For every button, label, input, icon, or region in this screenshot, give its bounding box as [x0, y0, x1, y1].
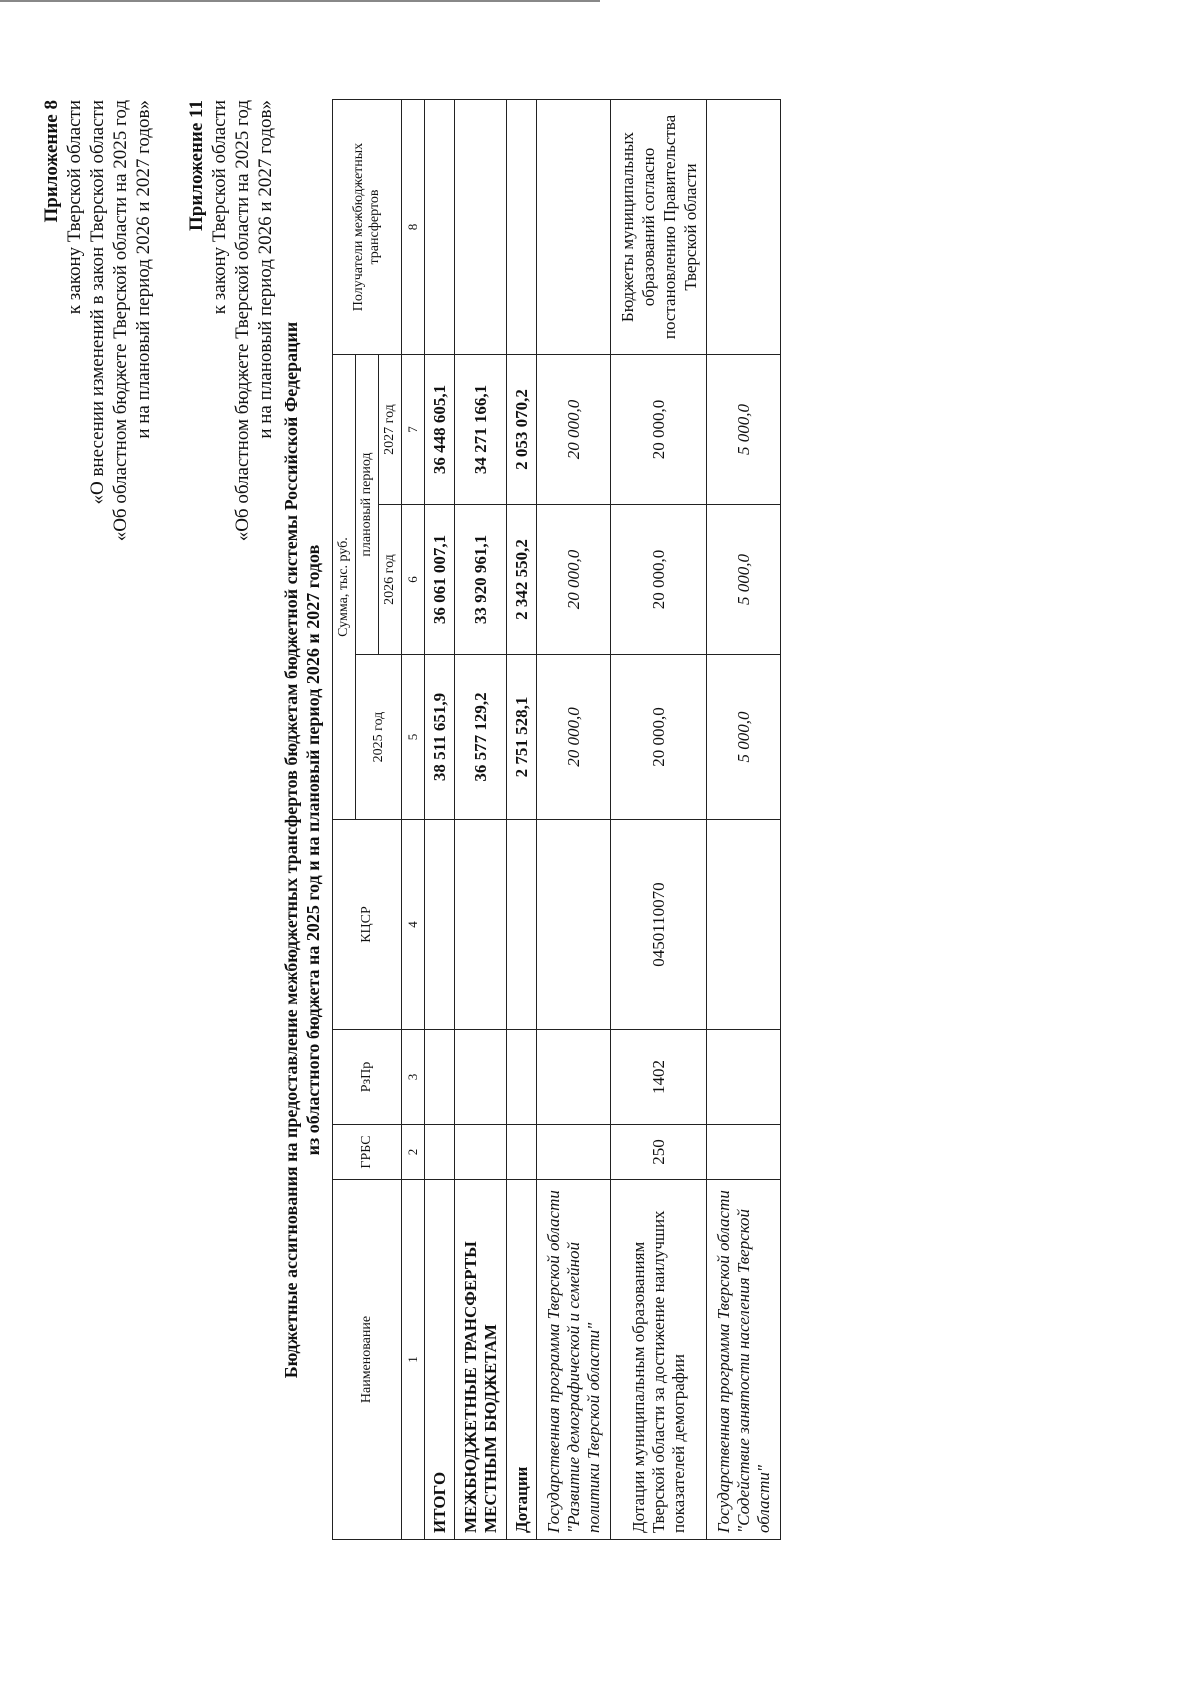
annex-8-title: Приложение 8 — [41, 100, 62, 223]
annex-8-header — [40, 100, 155, 541]
row-value-2027: 34 271 166,1 — [455, 355, 507, 505]
row-name: Государственная программа Тверской области "Развитие демографической и семейной политики Тверской области" — [537, 1180, 611, 1540]
header-sum: Сумма, тыс. руб. — [333, 355, 356, 820]
row-value-2027: 2 053 070,2 — [507, 355, 537, 505]
row-rzpr — [707, 1030, 781, 1125]
row-grbs — [707, 1125, 781, 1180]
row-value-2025: 38 511 651,9 — [425, 655, 455, 820]
row-rzpr — [455, 1030, 507, 1125]
scan-edge-line — [0, 0, 600, 2]
row-value-2027: 20 000,0 — [611, 355, 707, 505]
row-recipients — [425, 100, 455, 355]
header-rzpr: РзПр — [333, 1030, 402, 1125]
column-number: 6 — [402, 505, 425, 655]
document-title-line-1: Бюджетные ассигнования на предоставление межбюджетных трансфертов бюджетам бюджетной системы Российской Федерации — [281, 321, 301, 1379]
budget-table — [332, 99, 781, 1540]
row-value-2027: 20 000,0 — [537, 355, 611, 505]
row-recipients — [507, 100, 537, 355]
header-grbs: ГРБС — [333, 1125, 402, 1180]
document-title-line-2: из областного бюджета на 2025 год и на плановый период 2026 и 2027 годов — [303, 544, 323, 1156]
annex-11-line-1: к закону Тверской области — [209, 100, 230, 315]
table-row-transfers — [455, 100, 507, 1540]
row-value-2027: 36 448 605,1 — [425, 355, 455, 505]
row-name: Дотации — [507, 1180, 537, 1540]
table-row-total — [425, 100, 455, 1540]
row-kcsr — [707, 820, 781, 1030]
row-value-2026: 2 342 550,2 — [507, 505, 537, 655]
row-grbs — [455, 1125, 507, 1180]
row-recipients — [455, 100, 507, 355]
table-row-program-employment — [707, 100, 781, 1540]
row-kcsr — [425, 820, 455, 1030]
row-value-2026: 20 000,0 — [537, 505, 611, 655]
document-title — [280, 50, 324, 1650]
annex-11-title: Приложение 11 — [186, 100, 207, 231]
row-value-2025: 36 577 129,2 — [455, 655, 507, 820]
row-kcsr — [537, 820, 611, 1030]
row-value-2026: 33 920 961,1 — [455, 505, 507, 655]
row-grbs — [537, 1125, 611, 1180]
column-number: 5 — [402, 655, 425, 820]
column-number: 2 — [402, 1125, 425, 1180]
row-rzpr — [425, 1030, 455, 1125]
row-rzpr — [507, 1030, 537, 1125]
annex-11-line-2: «Об областном бюджете Тверской области на 2025 год — [232, 100, 253, 542]
row-value-2026: 5 000,0 — [707, 505, 781, 655]
row-value-2026: 20 000,0 — [611, 505, 707, 655]
row-value-2026: 36 061 007,1 — [425, 505, 455, 655]
annex-11-header — [185, 100, 277, 541]
annex-8-line-3: «Об областном бюджете Тверской области на 2025 год — [110, 100, 131, 542]
header-recipients: Получатели межбюджетных трансфертов — [333, 100, 402, 355]
row-value-2025: 2 751 528,1 — [507, 655, 537, 820]
column-number: 8 — [402, 100, 425, 355]
row-recipients: Бюджеты муниципальных образований согласно постановлению Правительства Тверской области — [611, 100, 707, 355]
rotated-page — [40, 50, 1170, 1650]
annex-8-line-4: и на плановый период 2026 и 2027 годов» — [133, 100, 154, 439]
row-name: Дотации муниципальным образованиям Тверской области за достижение наилучших показателей демографии — [611, 1180, 707, 1540]
row-kcsr — [455, 820, 507, 1030]
annex-11-line-3: и на плановый период 2026 и 2027 годов» — [255, 100, 276, 439]
row-name: ИТОГО — [425, 1180, 455, 1540]
annex-8-line-2: «О внесении изменений в закон Тверской области — [87, 100, 108, 505]
column-number: 4 — [402, 820, 425, 1030]
column-number-row — [402, 100, 425, 1540]
header-2026: 2026 год — [379, 505, 402, 655]
row-kcsr — [507, 820, 537, 1030]
row-grbs — [507, 1125, 537, 1180]
row-rzpr — [537, 1030, 611, 1125]
row-name: Государственная программа Тверской области "Содействие занятости населения Тверской области" — [707, 1180, 781, 1540]
column-number: 7 — [402, 355, 425, 505]
header-2025: 2025 год — [356, 655, 402, 820]
annex-8-line-1: к закону Тверской области — [64, 100, 85, 315]
header-row-1 — [333, 100, 356, 1540]
header-kcsr: КЦСР — [333, 820, 402, 1030]
header-2027: 2027 год — [379, 355, 402, 505]
row-recipients — [707, 100, 781, 355]
table-row-grants — [507, 100, 537, 1540]
row-kcsr: 0450110070 — [611, 820, 707, 1030]
row-grbs: 250 — [611, 1125, 707, 1180]
header-plan-period: плановый период — [356, 355, 379, 655]
table-row-program-demography — [537, 100, 611, 1540]
column-number: 1 — [402, 1180, 425, 1540]
column-number: 3 — [402, 1030, 425, 1125]
row-name: МЕЖБЮДЖЕТНЫЕ ТРАНСФЕРТЫ МЕСТНЫМ БЮДЖЕТАМ — [455, 1180, 507, 1540]
row-recipients — [537, 100, 611, 355]
row-rzpr: 1402 — [611, 1030, 707, 1125]
row-grbs — [425, 1125, 455, 1180]
row-value-2027: 5 000,0 — [707, 355, 781, 505]
row-value-2025: 20 000,0 — [537, 655, 611, 820]
header-name: Наименование — [333, 1180, 402, 1540]
row-value-2025: 20 000,0 — [611, 655, 707, 820]
table-row-demography-grants — [611, 100, 707, 1540]
row-value-2025: 5 000,0 — [707, 655, 781, 820]
